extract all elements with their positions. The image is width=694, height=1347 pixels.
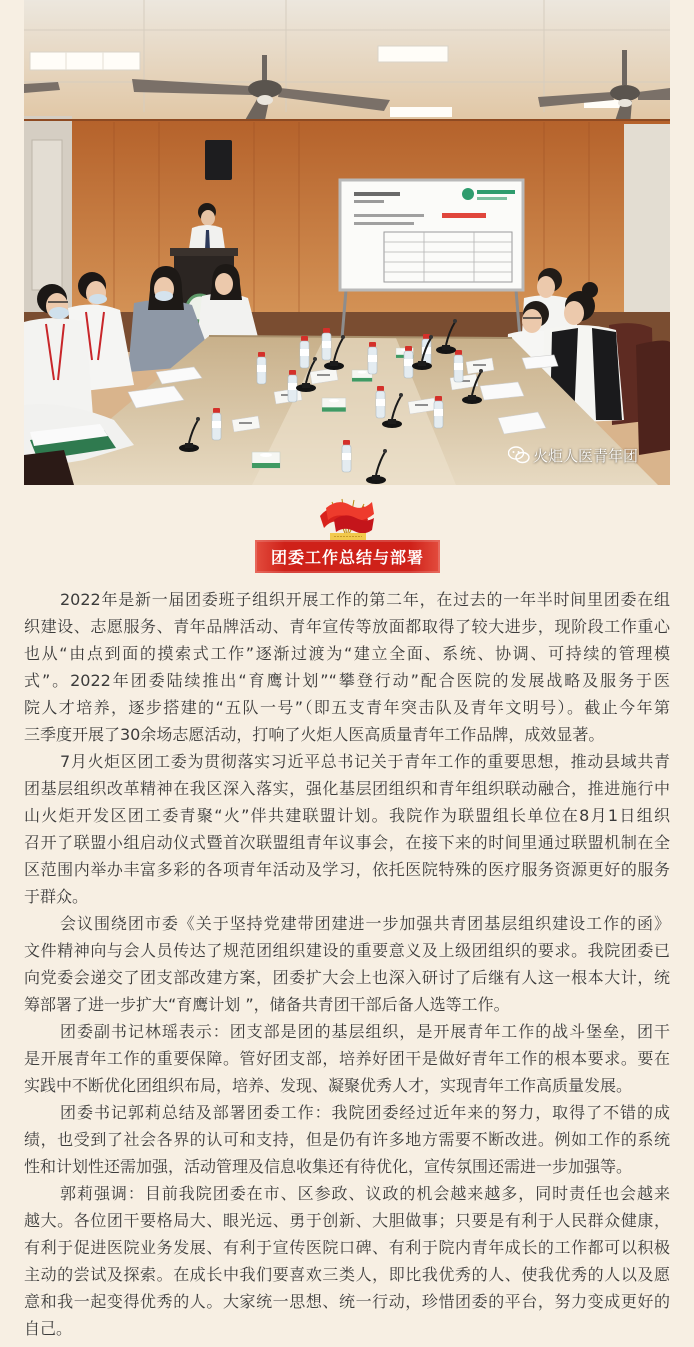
paragraph-line: 织建设、志愿服务、青年品牌活动、青年宣传等放面都取得了较大进步，现阶段工作重心: [24, 616, 670, 636]
paragraph-line: 团基层组织改革精神在我区深入落实，强化基层团组织和青年组织联动融合，推进施行中: [24, 778, 670, 798]
paragraph-line: 是开展青年工作的重要保障。管好团支部，培养好团干是做好青年工作的根本要求。要在: [24, 1048, 670, 1068]
paragraph-line: 向党委会递交了团支部改建方案，团委扩大会上也深入研讨了后继有人这一根本大计，统: [24, 967, 670, 987]
watermark-text: 火炬人医青年团: [533, 446, 639, 465]
paragraph-line: 式”。2022年团委陆续推出“育鹰计划”“攀登行动”配合医院的发展战略及服务于医: [24, 670, 670, 690]
paragraph-line: 团委书记郭莉总结及部署团委工作：我院团委经过近年来的努力，取得了不错的成: [60, 1102, 670, 1122]
paragraph-line: 区范围内举办丰富多彩的各项青年活动及学习，依托医院特殊的医疗服务资源更好的服务: [24, 859, 670, 879]
article-body: [24, 586, 670, 1342]
wall-speaker: [205, 140, 232, 180]
wechat-icon: [508, 446, 530, 464]
paragraph-line: 会议围绕团市委《关于坚持党建带团建进一步加强共青团基层组织建设工作的函》: [60, 913, 670, 933]
paragraph-line: 院人才培养，逐步搭建的“五队一号”（即五支青年突击队及青年文明号）。截止今年第: [24, 697, 670, 717]
tissue-box: [322, 398, 346, 412]
paragraph: [24, 1180, 670, 1342]
paragraph-line: 三季度开展了30余场志愿活动，打响了火炬人医高质量青年工作品牌，成效显著。: [24, 724, 605, 744]
paragraph-line: 意和我一起变得优秀的人。大家统一思想、统一行动，珍惜团委的平台，努力变成更好的: [24, 1291, 670, 1311]
paragraph-line: 2022年是新一届团委班子组织开展工作的第二年，在过去的一年半时间里团委在组: [60, 589, 670, 609]
section-title: 团委工作总结与部署: [270, 548, 424, 567]
ceiling: [24, 0, 670, 132]
paragraph-line: 越大。各位团干要格局大、眼光远、勇于创新、大胆做事；只要是有利于人民群众健康，: [24, 1210, 670, 1230]
paragraph: [24, 1099, 670, 1180]
paragraph-line: 实践中不断优化团组织布局，培养、发现、凝聚优秀人才，实现青年工作高质量发展。: [24, 1075, 633, 1095]
paragraph-line: 筹部署了进一步扩大“育鹰计划 ”，储备共青团干部后备人选等工作。: [24, 994, 510, 1014]
meeting-photo: [24, 0, 670, 485]
paragraph-line: 自己。: [24, 1318, 73, 1338]
photo-watermark: [508, 444, 638, 466]
paragraph-line: 团委副书记林瑶表示：团支部是团的基层组织，是开展青年工作的战斗堡垒，团干: [60, 1021, 670, 1041]
red-flags-icon: [312, 496, 382, 542]
tissue-box: [252, 452, 280, 468]
paragraph-line: 山火炬开发区团工委青聚“火”伴共建联盟计划。我院作为联盟组长单位在8月1日组织: [24, 805, 670, 825]
paragraph-line: 7月火炬区团工委为贯彻落实习近平总书记关于青年工作的重要思想，推动县域共青: [60, 751, 670, 771]
paragraph-line: 召开了联盟小组启动仪式暨首次联盟组青年议事会，在接下来的时间里通过联盟机制在全: [24, 832, 670, 852]
paragraph: [24, 586, 670, 748]
meeting-photo-image: [24, 0, 670, 485]
paragraph-line: 郭莉强调：目前我院团委在市、区参政、议政的机会越来越多，同时责任也会越来: [60, 1183, 670, 1203]
section-title-banner: [255, 540, 440, 573]
paragraph: [24, 1018, 670, 1099]
paragraph: [24, 910, 670, 1018]
paragraph-line: 性和计划性还需加强，活动管理及信息收集还有待优化，宣传氛围还需进一步加强等。: [24, 1156, 633, 1176]
paragraph-line: 于群众。: [24, 886, 89, 906]
paragraph-line: 绩，也受到了社会各界的认可和支持，但是仍有许多地方需要不断改进。例如工作的系统: [24, 1129, 670, 1149]
paragraph-line: 主动的尝试及探索。在成长中我们要喜欢三类人，即比我优秀的人、使我优秀的人以及愿: [24, 1264, 670, 1284]
paragraph-line: 也从“由点到面的摸索式工作”逐渐过渡为“建立全面、系统、协调、可持续的管理模: [24, 643, 670, 663]
paragraph-line: 文件精神向与会人员传达了规范团组织建设的重要意义及上级团组织的要求。我院团委已: [24, 940, 670, 960]
paragraph: [24, 748, 670, 910]
paragraph-line: 有利于促进医院业务发展、有利于宣传医院口碑、有利于院内青年成长的工作都可以积极: [24, 1237, 670, 1257]
